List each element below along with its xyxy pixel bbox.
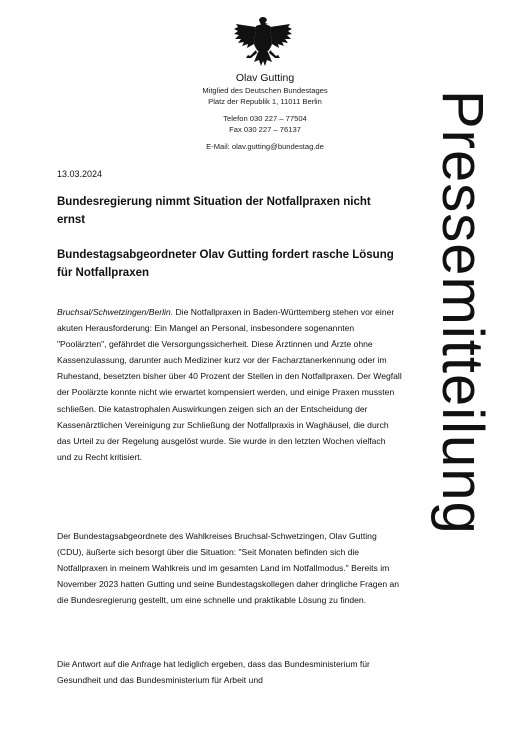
- paragraph-3: Die Antwort auf die Anfrage hat lediglich ergeben, dass das Bundesministerium für Gesundheit und das Bundesministerium für Arbeit und: [57, 659, 370, 686]
- paragraph-1-text: Die Notfallpraxen in Baden-Württemberg stehen vor einer akuten Herausforderung: Ein Mangel an Personal, insbesondere sogenannten "Poolärzten", gefährdet die Versorgungssicherheit. Diese Ärztinnen und Ärzte ohne Kassenzulassung, darunter auch Mediziner kurz vor der Facharztanerkennung oder im Ruhestand, besetzten bisher über 40 Prozent der Stellen in den Notfallpraxen. Der Wegfall der Poolärzte konnte nicht wie erwartet kompensiert werden, und einige Praxen mussten schließen. Die katastrophalen Auswirkungen zeigen sich an der Entscheidung der Kassenärztlichen Vereinigung zur Schließung der Notfallpraxis in Waghäusel, die durch das Urteil zu der Regelung ausgelöst wurde. Sie wurde in den letzten Wochen vielfach und zu Recht kritisiert.: [57, 307, 402, 462]
- address: Platz der Republik 1, 11011 Berlin: [208, 97, 322, 106]
- release-date: 13.03.2024: [57, 169, 103, 179]
- member-name: Olav Gutting: [235, 72, 295, 84]
- paragraph-1: [57, 304, 402, 465]
- press-release-label-text: Pressemitteilung: [430, 90, 495, 535]
- press-release-label: [425, 90, 500, 630]
- paragraph-2: Der Bundestagsabgeordnete des Wahlkreises Bruchsal-Schwetzingen, Olav Gutting (CDU), äußerte sich besorgt über die Situation: "Seit Monaten befinden sich die Notfallpraxen in meinem Wahlkreis und im gesamten Land im Notfallmodus." Bereits im November 2023 hatten Gutting und seine Bundestagskollegen daher dringliche Fragen an die Bundesregierung gestellt, um eine schnelle und praktikable Lösung zu finden.: [57, 531, 400, 606]
- headline: Bundesregierung nimmt Situation der Notfallpraxen nicht ernst: [57, 196, 371, 226]
- fax: Fax 030 227 – 76137: [229, 125, 301, 134]
- member-role: Mitglied des Deutschen Bundestages: [202, 86, 328, 95]
- letterhead: [140, 72, 390, 152]
- email: E-Mail: olav.gutting@bundestag.de: [206, 142, 324, 151]
- subheadline: Bundestagsabgeordneter Olav Gutting fordert rasche Lösung für Notfallpraxen: [57, 249, 394, 279]
- phone: Telefon 030 227 – 77504: [223, 114, 307, 123]
- dateline-location: Bruchsal/Schwetzingen/Berlin.: [57, 307, 174, 317]
- federal-eagle-logo: [232, 14, 294, 70]
